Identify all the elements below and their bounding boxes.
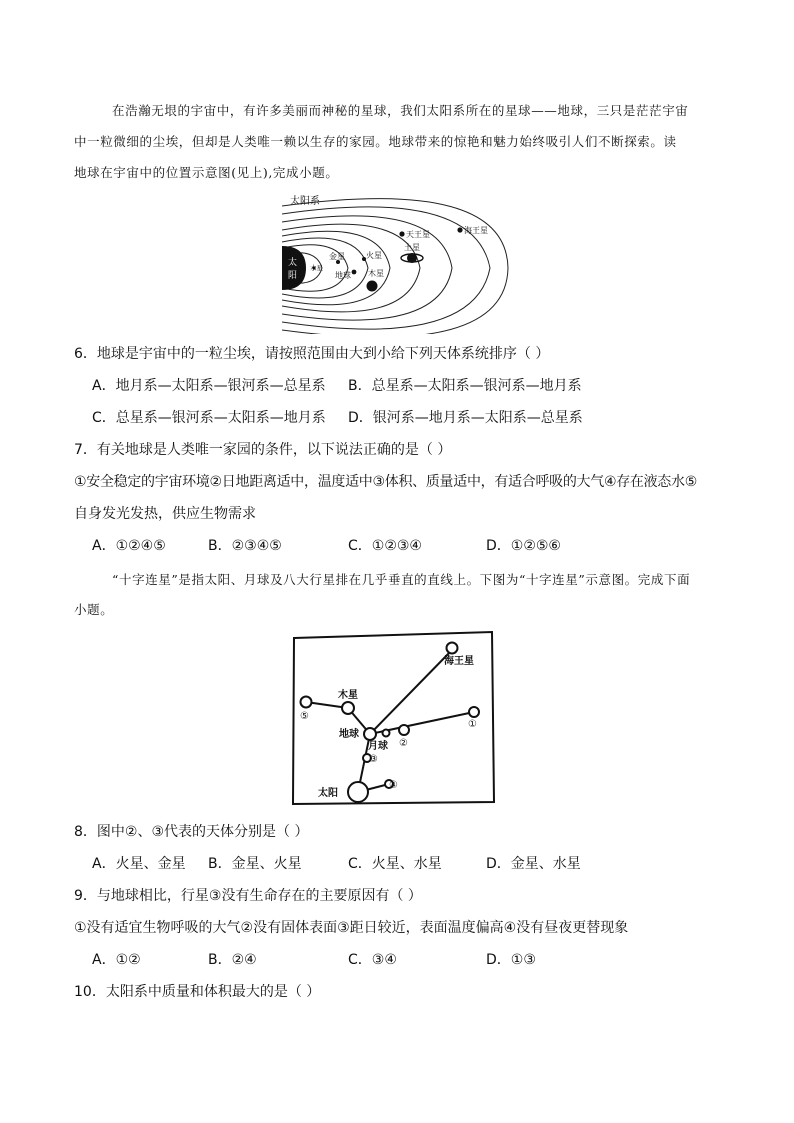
mercury-label: 水星: [310, 264, 323, 272]
q9-statements: ①没有适宜生物呼吸的大气②没有固体表面③距日较近，表面温度偏高④没有昼夜更替现象: [74, 920, 629, 936]
sun-label-1: 太: [288, 258, 298, 268]
saturn-dot: [407, 253, 417, 263]
passage2-line2: 小题。: [74, 602, 114, 617]
marker-2: ②: [399, 738, 408, 749]
q9-stem: 9．与地球相比，行星③没有生命存在的主要原因有（ ）: [74, 888, 422, 904]
planet1-node: [469, 707, 479, 717]
q6-option-d: D．银河系—地月系—太阳系—总星系: [348, 410, 583, 426]
passage1-line3: 地球在宇宙中的位置示意图(见上),完成小题。: [74, 165, 339, 180]
mars-label: 火星: [366, 251, 382, 260]
q7-option-b: B．②③④⑤: [208, 538, 282, 554]
q9-option-d: D．①③: [486, 952, 536, 968]
jupiter-label: 木星: [338, 690, 358, 701]
q8-stem: 8．图中②、③代表的天体分别是（ ）: [74, 824, 309, 840]
q10-stem: 10．太阳系中质量和体积最大的是（ ）: [74, 984, 321, 1000]
q8-option-c: C．火星、水星: [348, 856, 442, 872]
q6-option-a: A．地月系—太阳系—银河系—总星系: [92, 378, 326, 394]
earth-label: 地球: [339, 729, 359, 740]
moon-node: [383, 730, 390, 737]
q6-stem: 6．地球是宇宙中的一粒尘埃，请按照范围由大到小给下列天体系统排序（ ）: [74, 346, 550, 362]
moon-label: 月球: [368, 741, 388, 752]
marker-5: ⑤: [300, 711, 309, 722]
jupiter-node: [342, 702, 354, 714]
venus-label: 金星: [329, 252, 345, 261]
sun-node: [348, 782, 368, 802]
q8-option-a: A．火星、金星: [92, 856, 186, 872]
earth-node: [364, 728, 376, 740]
uranus-dot: [399, 231, 404, 236]
jupiter-label: 木星: [368, 269, 384, 278]
marker-3: ③: [369, 754, 378, 765]
earth-label: 地球: [335, 271, 351, 280]
q7-stem: 7．有关地球是人类唯一家园的条件，以下说法正确的是（ ）: [74, 442, 452, 458]
sun-label-2: 阳: [288, 271, 298, 281]
cross-alignment-figure: [292, 630, 496, 806]
sun-label: 太阳: [318, 788, 338, 799]
q8-option-b: B．金星、火星: [208, 856, 302, 872]
q8-option-d: D．金星、水星: [486, 856, 581, 872]
q9-option-b: B．②④: [208, 952, 257, 968]
passage2-line1: “十字连星”是指太阳、月球及八大行星排在几乎垂直的直线上。下图为“十字连星”示意图。完成下面: [112, 572, 691, 587]
planet5-node: [301, 697, 312, 708]
neptune-label: 海王星: [464, 226, 488, 235]
solar-system-figure: [282, 192, 512, 334]
passage1-line1: 在浩瀚无垠的宇宙中，有许多美丽而神秘的星球，我们太阳系所在的星球——地球，三只是茫茫宇宙: [112, 103, 689, 118]
passage1-line2: 中一粒微细的尘埃，但却是人类唯一赖以生存的家园。地球带来的惊艳和魅力始终吸引人们不断探索。读: [74, 134, 677, 149]
q6-option-c: C．总星系—银河系—太阳系—地月系: [92, 410, 326, 426]
q6-option-b: B．总星系—太阳系—银河系—地月系: [348, 378, 582, 394]
q7-statements-line2: 自身发光发热，供应生物需求: [74, 506, 256, 522]
q7-option-a: A．①②④⑤: [92, 538, 166, 554]
neptune-node: [447, 643, 458, 654]
planet2-node: [399, 725, 409, 735]
q7-statements-line1: ①安全稳定的宇宙环境②日地距离适中，温度适中③体积、质量适中，有适合呼吸的大气④存在液态水⑤: [74, 474, 697, 490]
marker-1: ①: [468, 719, 477, 730]
jupiter-dot: [367, 281, 378, 292]
solar-system-title: 太阳系: [290, 196, 320, 207]
neptune-dot: [457, 227, 462, 232]
neptune-label: 海王星: [444, 656, 474, 667]
saturn-label: 土星: [404, 243, 420, 252]
q7-option-d: D．①②⑤⑥: [486, 538, 561, 554]
marker-4: ④: [389, 780, 398, 791]
q9-option-a: A．①②: [92, 952, 141, 968]
q7-option-c: C．①②③④: [348, 538, 422, 554]
q9-option-c: C．③④: [348, 952, 397, 968]
uranus-label: 天王星: [406, 230, 430, 239]
earth-dot: [352, 270, 357, 275]
